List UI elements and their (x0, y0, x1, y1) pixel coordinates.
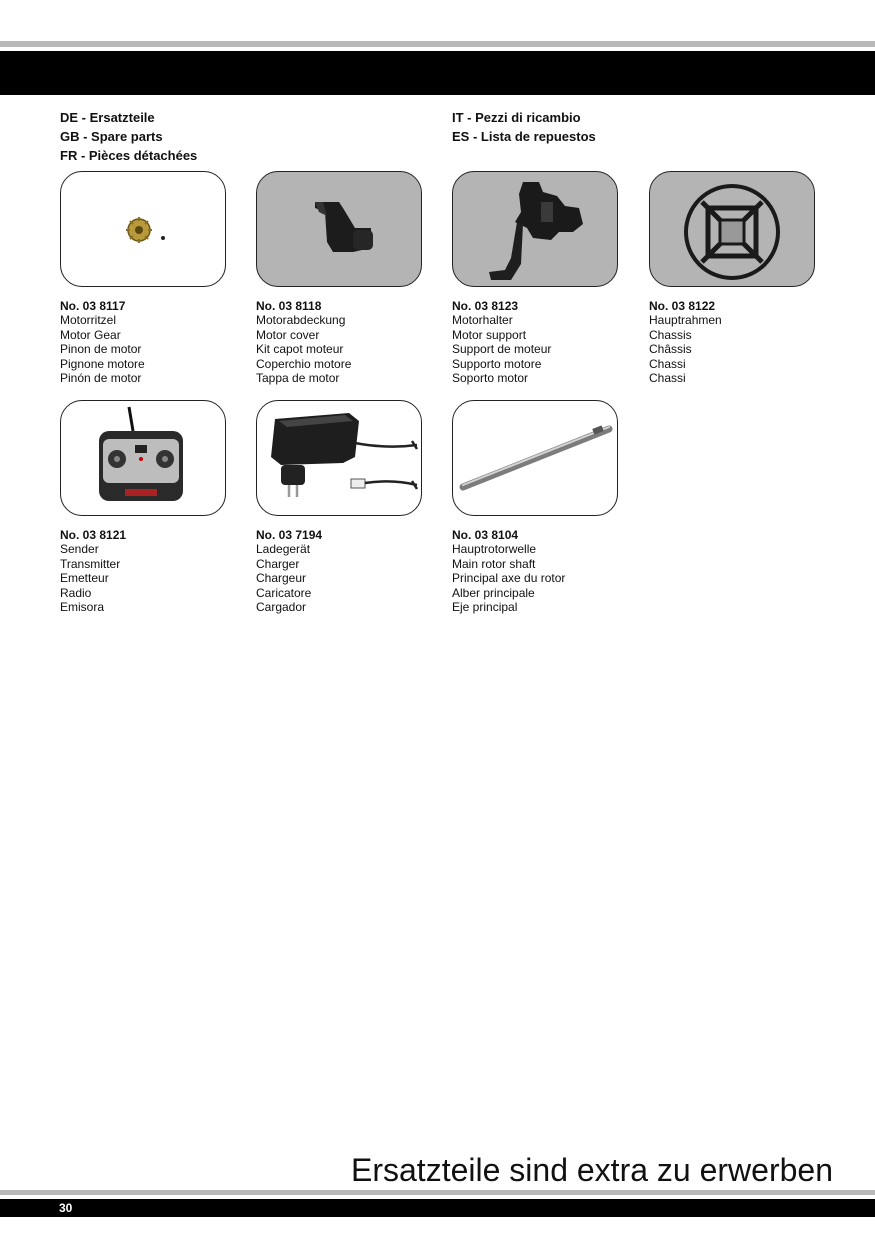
part-name-fr: Châssis (649, 342, 692, 357)
part-number: No. 03 8118 (256, 299, 322, 313)
part-name-gb: Transmitter (60, 556, 121, 571)
charger-icon (257, 401, 421, 515)
part-card-038123 (452, 171, 620, 386)
part-name-de: Sender (60, 542, 99, 556)
part-name-es: Chassi (649, 371, 686, 386)
part-name-es: Tappa de motor (256, 371, 340, 386)
part-name-de: Motorritzel (60, 313, 117, 327)
language-gb: GB - Spare parts (60, 129, 163, 144)
part-number: No. 03 8122 (649, 299, 716, 313)
part-card-038117 (60, 171, 228, 386)
part-name-it: Chassi (649, 356, 686, 371)
language-es: ES - Lista de repuestos (452, 129, 596, 144)
part-name-it: Pignone motore (60, 356, 145, 371)
part-name-es: Emisora (60, 600, 105, 615)
part-name-fr: Pinon de motor (60, 342, 142, 357)
part-name-gb: Motor Gear (60, 327, 121, 342)
page-number: 30 (59, 1201, 73, 1215)
part-photo (649, 171, 815, 287)
header-bar (0, 51, 875, 95)
rotor-shaft-icon (453, 401, 617, 515)
motor-gear-icon (61, 172, 225, 286)
part-name-fr: Principal axe du rotor (452, 571, 566, 586)
chassis-frame-icon (650, 172, 814, 286)
part-name-de: Hauptrotorwelle (452, 542, 537, 556)
part-card-038122 (649, 171, 817, 386)
part-name-fr: Emetteur (60, 571, 109, 586)
part-name-de: Motorabdeckung (256, 313, 346, 327)
part-photo (452, 171, 618, 287)
part-name-it: Alber principale (452, 585, 535, 600)
part-photo (60, 400, 226, 516)
footer-bar (0, 1199, 875, 1217)
transmitter-icon (61, 401, 225, 515)
part-name-es: Pinón de motor (60, 371, 142, 386)
part-name-gb: Main rotor shaft (452, 556, 536, 571)
part-card-038118 (256, 171, 424, 386)
part-name-gb: Charger (256, 556, 300, 571)
motor-cover-icon (257, 172, 421, 286)
part-number: No. 03 8121 (60, 528, 127, 542)
part-name-gb: Chassis (649, 327, 692, 342)
part-name-gb: Motor cover (256, 327, 320, 342)
bottom-rule (0, 1190, 875, 1195)
language-it: IT - Pezzi di ricambio (452, 110, 581, 125)
part-name-it: Caricatore (256, 585, 312, 600)
part-number: No. 03 7194 (256, 528, 323, 542)
part-card-038121 (60, 400, 228, 615)
part-photo (256, 400, 422, 516)
footer-note: Ersatzteile sind extra zu erwerben (351, 1152, 833, 1188)
part-name-de: Motorhalter (452, 313, 513, 327)
part-name-fr: Chargeur (256, 571, 307, 586)
part-name-it: Supporto motore (452, 356, 542, 371)
part-name-it: Radio (60, 585, 92, 600)
part-name-gb: Motor support (452, 327, 527, 342)
part-name-de: Hauptrahmen (649, 313, 722, 327)
part-card-038104 (452, 400, 620, 615)
part-photo (60, 171, 226, 287)
part-number: No. 03 8123 (452, 299, 519, 313)
part-name-fr: Support de moteur (452, 342, 552, 357)
language-list-right (452, 108, 596, 146)
part-number: No. 03 8117 (60, 299, 126, 313)
part-name-es: Soporto motor (452, 371, 529, 386)
part-name-it: Coperchio motore (256, 356, 352, 371)
part-card-037194 (256, 400, 424, 615)
part-name-de: Ladegerät (256, 542, 311, 556)
language-fr: FR - Pièces détachées (60, 148, 198, 163)
language-de: DE - Ersatzteile (60, 110, 155, 125)
part-name-fr: Kit capot moteur (256, 342, 344, 357)
top-rule (0, 41, 875, 47)
part-name-es: Eje principal (452, 600, 518, 615)
language-list-left (60, 108, 197, 165)
part-photo (452, 400, 618, 516)
part-name-es: Cargador (256, 600, 307, 615)
motor-support-icon (453, 172, 617, 286)
part-photo (256, 171, 422, 287)
part-number: No. 03 8104 (452, 528, 519, 542)
